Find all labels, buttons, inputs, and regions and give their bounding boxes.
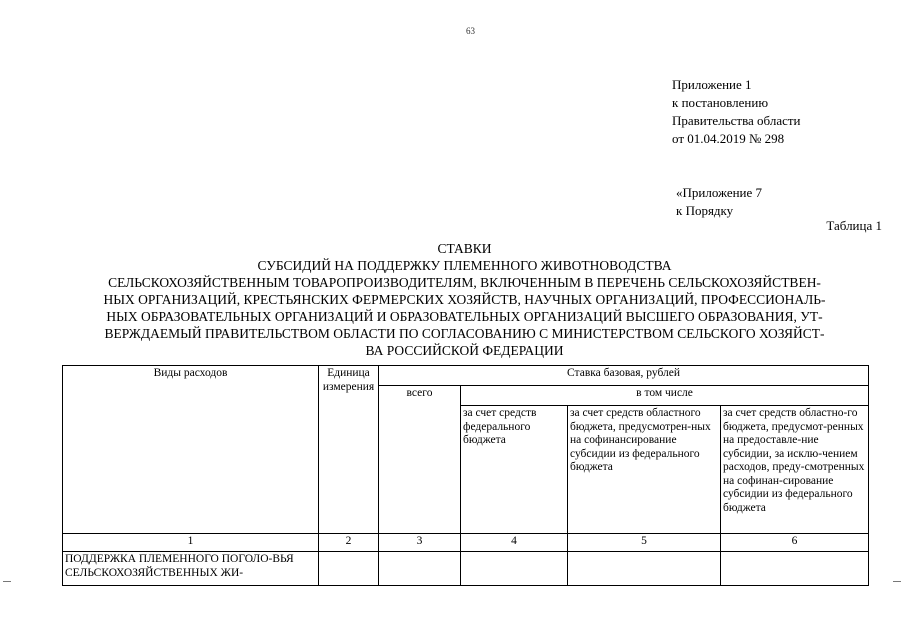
subsidy-rates-table bbox=[62, 365, 869, 586]
appendix-1-line: Правительства области bbox=[672, 113, 801, 128]
column-number: 5 bbox=[568, 534, 721, 552]
header-regional-cofinancing: за счет средств областного бюджета, предусмотрен-ных на софинансирование субсидии из федерального бюджета bbox=[568, 406, 721, 534]
title-line: НЫХ ОРГАНИЗАЦИЙ, КРЕСТЬЯНСКИХ ФЕРМЕРСКИХ ХОЗЯЙСТВ, НАУЧНЫХ ОРГАНИЗАЦИЙ, ПРОФЕССИОНАЛЬ- bbox=[103, 292, 826, 307]
title-line: ВЕРЖДАЕМЫЙ ПРАВИТЕЛЬСТВОМ ОБЛАСТИ ПО СОГЛАСОВАНИЮ С МИНИСТЕРСТВОМ СЕЛЬСКОГО ХОЗЯЙСТ- bbox=[104, 326, 825, 341]
document-title bbox=[62, 240, 867, 359]
appendix-7-line: к Порядку bbox=[676, 203, 734, 218]
header-regional-other: за счет средств областно-го бюджета, предусмот-ренных на предоставле-ние субсидии, за исклю-чением расходов, преду-смотренных на софинан-сирование субсидии из федерального бюджета bbox=[721, 406, 869, 534]
title-subheading: СУБСИДИЙ НА ПОДДЕРЖКУ ПЛЕМЕННОГО ЖИВОТНОВОДСТВА bbox=[257, 258, 672, 273]
appendix-1-line: к постановлению bbox=[672, 95, 769, 110]
table-number: Таблица 1 bbox=[826, 218, 882, 233]
appendix-1-block bbox=[672, 76, 801, 148]
appendix-7-block bbox=[676, 184, 762, 220]
scan-edge-mark bbox=[3, 581, 11, 582]
column-number: 3 bbox=[379, 534, 461, 552]
table-row bbox=[63, 552, 869, 586]
column-number: 1 bbox=[63, 534, 319, 552]
title-heading: СТАВКИ bbox=[437, 241, 492, 256]
row-regional-cofinancing bbox=[568, 552, 721, 586]
appendix-1-line: Приложение 1 bbox=[672, 77, 752, 92]
column-number: 6 bbox=[721, 534, 869, 552]
title-line: СЕЛЬСКОХОЗЯЙСТВЕННЫМ ТОВАРОПРОИЗВОДИТЕЛЯМ, ВКЛЮЧЕННЫМ В ПЕРЕЧЕНЬ СЕЛЬСКОХОЗЯЙСТВЕН- bbox=[108, 275, 821, 290]
row-expense-name: ПОДДЕРЖКА ПЛЕМЕННОГО ПОГОЛО-ВЬЯ СЕЛЬСКОХОЗЯЙСТВЕННЫХ ЖИ- bbox=[63, 552, 319, 586]
header-base-rate: Ставка базовая, рублей bbox=[379, 366, 869, 386]
scan-edge-mark bbox=[893, 581, 901, 582]
row-regional-other bbox=[721, 552, 869, 586]
appendix-1-line: от 01.04.2019 № 298 bbox=[672, 131, 785, 146]
title-line: НЫХ ОБРАЗОВАТЕЛЬНЫХ ОРГАНИЗАЦИЙ И ОБРАЗОВАТЕЛЬНЫХ ОРГАНИЗАЦИЙ ВЫСШЕГО ОБРАЗОВАНИЯ, УТ- bbox=[106, 309, 823, 324]
row-total bbox=[379, 552, 461, 586]
header-total: всего bbox=[379, 386, 461, 534]
page-number: 63 bbox=[466, 26, 475, 36]
row-federal bbox=[461, 552, 568, 586]
column-number: 2 bbox=[319, 534, 379, 552]
header-expense-types: Виды расходов bbox=[63, 366, 319, 534]
header-including: в том числе bbox=[461, 386, 869, 406]
title-line: ВА РОССИЙСКОЙ ФЕДЕРАЦИИ bbox=[365, 343, 564, 358]
header-unit: Единица измерения bbox=[319, 366, 379, 534]
row-unit bbox=[319, 552, 379, 586]
column-number: 4 bbox=[461, 534, 568, 552]
appendix-7-line: «Приложение 7 bbox=[676, 185, 763, 200]
header-federal: за счет средств федерального бюджета bbox=[461, 406, 568, 534]
